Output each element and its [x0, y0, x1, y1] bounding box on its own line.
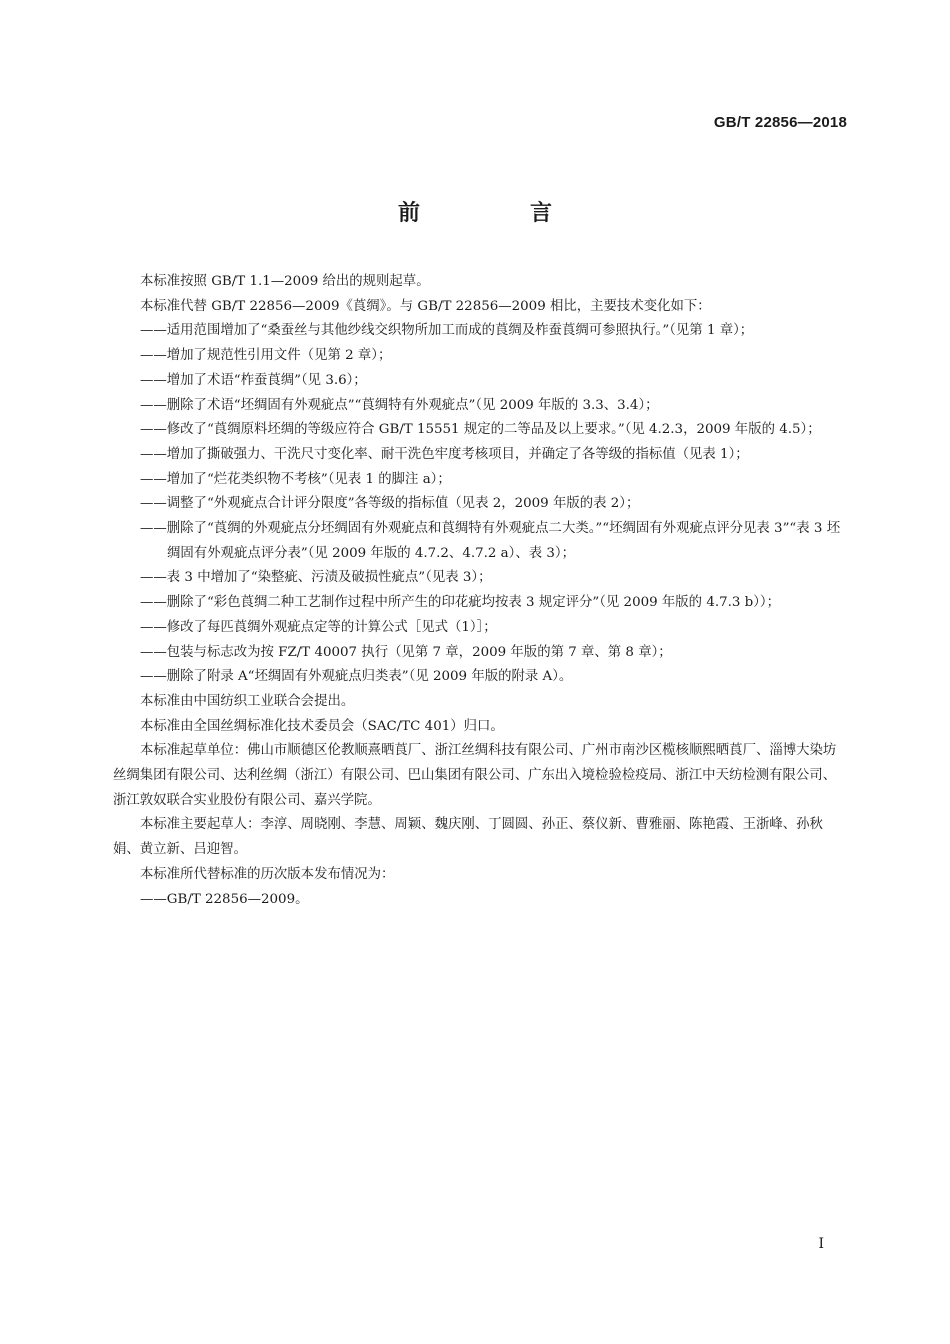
- change-item: ——删除了“莨绸的外观疵点分坯绸固有外观疵点和莨绸特有外观疵点二大类。”“坯绸固有外观疵点评分见表 3”“表 3 坯绸固有外观疵点评分表”（见 2009 年版的 4.7.2、4.7.2 a）、表 3）；: [140, 521, 841, 561]
- document-body: [113, 270, 849, 912]
- paragraph: 本标准所代替标准的历次版本发布情况为：: [140, 866, 395, 882]
- change-item: ——适用范围增加了“桑蚕丝与其他纱线交织物所加工而成的莨绸及柞蚕莨绸可参照执行。”（见第 1 章）；: [140, 323, 754, 339]
- page-number: I: [818, 1236, 824, 1252]
- change-item: ——修改了每匹莨绸外观疵点定等的计算公式［见式（1）］；: [140, 619, 497, 635]
- change-item: ——表 3 中增加了“染整疵、污渍及破损性疵点”（见表 3）；: [140, 570, 492, 586]
- paragraph: 本标准按照 GB/T 1.1—2009 给出的规则起草。: [140, 274, 430, 289]
- paragraph: 本标准由全国丝绸标准化技术委员会（SAC/TC 401）归口。: [140, 718, 504, 734]
- change-item: ——修改了“莨绸原料坯绸的等级应符合 GB/T 15551 规定的二等品及以上要求。”（见 4.2.3，2009 年版的 4.5）；: [140, 422, 821, 438]
- drafting-units: 本标准起草单位：佛山市顺德区伦教顺熹晒莨厂、浙江丝绸科技有限公司、广州市南沙区榄核顺熙晒莨厂、淄博大染坊丝绸集团有限公司、达利丝绸（浙江）有限公司、巴山集团有限公司、广东出入境检验检疫局、浙江中天纺检测有限公司、浙江敦奴联合实业股份有限公司、嘉兴学院。: [113, 743, 837, 808]
- change-item: ——增加了规范性引用文件（见第 2 章）；: [140, 348, 392, 364]
- change-item: ——增加了“烂花类织物不考核”（见表 1 的脚注 a）；: [140, 471, 451, 487]
- change-item: ——包装与标志改为按 FZ/T 40007 执行（见第 7 章，2009 年版的第 7 章、第 8 章）；: [140, 644, 672, 660]
- paragraph: 本标准代替 GB/T 22856—2009《莨绸》。与 GB/T 22856—2009 相比，主要技术变化如下：: [140, 298, 711, 314]
- change-item: ——调整了“外观疵点合计评分限度”各等级的指标值（见表 2，2009 年版的表 2）；: [140, 496, 640, 512]
- history-item: ——GB/T 22856—2009。: [140, 891, 309, 907]
- change-item: ——增加了撕破强力、干洗尺寸变化率、耐干洗色牢度考核项目，并确定了各等级的指标值（见表 1）；: [140, 446, 749, 462]
- page-title: 前 言: [397, 201, 596, 226]
- paragraph: 本标准由中国纺织工业联合会提出。: [140, 693, 355, 709]
- change-item: ——增加了术语“柞蚕莨绸”（见 3.6）；: [140, 372, 367, 388]
- change-item: ——删除了术语“坯绸固有外观疵点”“莨绸特有外观疵点”（见 2009 年版的 3.3、3.4）；: [140, 397, 659, 413]
- standard-number: GB/T 22856—2018: [713, 114, 847, 131]
- drafters: 本标准主要起草人：李淳、周晓刚、李慧、周颖、魏庆刚、丁圆圆、孙正、蔡仪新、曹雅丽、陈艳霞、王浙峰、孙秋娟、黄立新、吕迎智。: [113, 817, 823, 858]
- change-item: ——删除了附录 A“坯绸固有外观疵点归类表”（见 2009 年版的附录 A）。: [140, 669, 573, 685]
- change-item: ——删除了“彩色莨绸二种工艺制作过程中所产生的印花疵均按表 3 规定评分”（见 2009 年版的 4.7.3 b））；: [140, 595, 780, 611]
